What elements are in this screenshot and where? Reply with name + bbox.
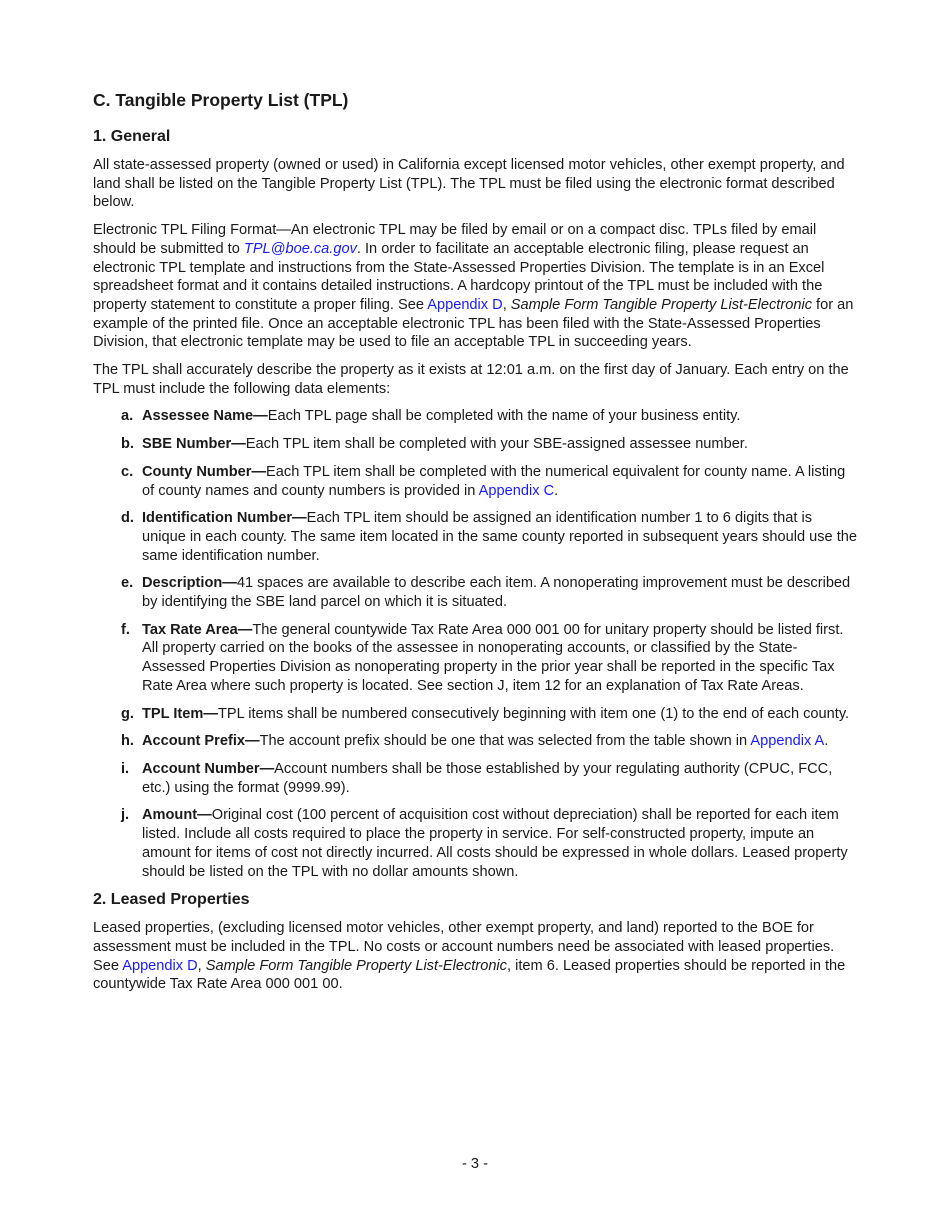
document-page bbox=[93, 89, 859, 1003]
paragraph-text: for an example of the printed file. Once an acceptable electronic TPL has been filed with the State-Assessed Properties Division, that electronic template may be used to file an acceptable TPL in succeeding years. bbox=[93, 296, 854, 351]
list-item: f. Tax Rate Area—The general countywide Tax Rate Area 000 001 00 for unitary property should be listed first. All property carried on the books of the assessee in nonoperating accounts, or classified by the State-Assessed Properties Division as nonoperating property in the prior year shall be reported in the specific Tax Rate Area where such property is located. See section J, item 12 for an explanation of Tax Rate Areas. bbox=[121, 621, 844, 694]
item-text: Account numbers shall be those established by your regulating authority (CPUC, FCC, etc.) using the format (9999.99). bbox=[142, 760, 833, 796]
list-item: d. Identification Number—Each TPL item should be assigned an identification number 1 to 6 digits that is unique in each county. The same item located in the same county reported in subsequent years should use the same identification number. bbox=[121, 510, 857, 564]
item-text: Original cost (100 percent of acquisition cost without depreciation) shall be reported for each item listed. Include all costs required to place the property in service. For self-constructed property, impute an amount for items of cost not directly incurred. All costs should be expressed in whole dollars. Leased property should be listed on the TPL with no dollar amounts shown. bbox=[142, 807, 848, 880]
general-paragraph-3: The TPL shall accurately describe the property as it exists at 12:01 a.m. on the first day of January. Each entry on the TPL must include the following data elements: bbox=[93, 362, 849, 397]
leased-heading: 2. Leased Properties bbox=[93, 891, 250, 909]
paragraph-text: , bbox=[197, 957, 206, 974]
appendix-d-link[interactable]: Appendix D bbox=[427, 296, 503, 313]
item-text: Each TPL item should be assigned an identification number 1 to 6 digits that is unique in each county. The same item located in the same county reported in subsequent years should use the same identification number. bbox=[142, 510, 857, 564]
list-item: a. Assessee Name—Each TPL page shall be completed with the name of your business entity. bbox=[121, 408, 741, 425]
list-item: i. Account Number—Account numbers shall be those established by your regulating authority (CPUC, FCC, etc.) using the format (9999.99). bbox=[121, 760, 833, 796]
item-term: Assessee Name— bbox=[142, 408, 268, 425]
item-text: 41 spaces are available to describe each item. A nonoperating improvement must be described by identifying the SBE land parcel on which it is situated. bbox=[142, 575, 851, 611]
item-text: Each TPL item shall be completed with the numerical equivalent for county name. A listing of county names and county numbers is provided in bbox=[142, 463, 846, 499]
item-text: The account prefix should be one that was selected from the table shown in bbox=[259, 733, 751, 750]
appendix-c-link[interactable]: Appendix C bbox=[478, 482, 555, 499]
paragraph-text: . In order to facilitate an acceptable electronic filing, please request an electronic TPL template and instructions from the State-Assessed Properties Division. The template is in an Excel spreadsheet format and it contains detailed instructions. A hardcopy printout of the TPL must be included with the property statement to constitute a proper filing. See bbox=[93, 240, 825, 313]
data-elements-list bbox=[93, 407, 859, 881]
item-term: Amount— bbox=[142, 807, 212, 824]
form-title: Sample Form Tangible Property List-Electronic bbox=[205, 957, 507, 974]
general-heading: 1. General bbox=[93, 128, 171, 145]
list-item: j. Amount—Original cost (100 percent of acquisition cost without depreciation) shall be reported for each item listed. Include all costs required to place the property in service. For self-constructed property, impute an amount for items of cost not directly incurred. All costs should be expressed in whole dollars. Leased property should be listed on the TPL with no dollar amounts shown. bbox=[121, 807, 848, 880]
leased-paragraph bbox=[93, 919, 859, 994]
list-item: g. TPL Item—TPL items shall be numbered consecutively beginning with item one (1) to the end of each county. bbox=[121, 705, 850, 722]
item-term: Description— bbox=[142, 575, 237, 592]
paragraph-text: , item 6. Leased properties should be reported in the countywide Tax Rate Area 000 001 00. bbox=[93, 957, 846, 993]
appendix-a-link[interactable]: Appendix A bbox=[750, 733, 825, 750]
email-link[interactable]: TPL@boe.ca.gov bbox=[243, 240, 357, 257]
list-item: c. County Number—Each TPL item shall be completed with the numerical equivalent for county name. A listing of county names and county numbers is provided in Appendix C. bbox=[121, 463, 846, 499]
section-title: C. Tangible Property List (TPL) bbox=[93, 90, 349, 110]
item-text: Each TPL page shall be completed with the name of your business entity. bbox=[267, 408, 741, 425]
list-item: e. Description—41 spaces are available to describe each item. A nonoperating improvement must be described by identifying the SBE land parcel on which it is situated. bbox=[121, 575, 851, 611]
paragraph-text: Leased properties, (excluding licensed motor vehicles, other exempt property, and land) reported to the BOE for assessment must be included in the TPL. No costs or account numbers need be associated with leased properties. See bbox=[93, 920, 835, 974]
item-term: Tax Rate Area— bbox=[142, 621, 253, 638]
paragraph-text: , bbox=[502, 296, 511, 313]
paragraph-text: Electronic TPL Filing Format—An electronic TPL may be filed by email or on a compact disc. TPLs filed by email should be submitted to bbox=[93, 222, 817, 257]
item-term: Account Number— bbox=[142, 760, 275, 777]
appendix-d-link[interactable]: Appendix D bbox=[122, 957, 198, 974]
general-paragraph-2 bbox=[93, 221, 859, 352]
item-term: Account Prefix— bbox=[142, 733, 260, 750]
general-paragraph-1: All state-assessed property (owned or used) in California except licensed motor vehicles, other exempt property, and land shall be listed on the Tangible Property List (TPL). The TPL must be filed using the electronic format described below. bbox=[93, 157, 845, 211]
list-item: h. Account Prefix—The account prefix should be one that was selected from the table shown in Appendix A. bbox=[121, 733, 829, 750]
item-text: The general countywide Tax Rate Area 000 001 00 for unitary property should be listed first. All property carried on the books of the assessee in nonoperating accounts, or classified by the State-Assessed Properties Division as nonoperating property in the prior year shall be reported in the specific Tax Rate Area where such property is located. See section J, item 12 for an explanation of Tax Rate Areas. bbox=[142, 621, 844, 694]
item-text: Each TPL item shall be completed with your SBE-assigned assessee number. bbox=[245, 436, 748, 453]
item-term: County Number— bbox=[142, 463, 267, 480]
item-term: TPL Item— bbox=[142, 705, 218, 722]
form-title: Sample Form Tangible Property List-Electronic bbox=[510, 296, 812, 313]
item-term: SBE Number— bbox=[142, 436, 246, 453]
item-text: TPL items shall be numbered consecutively beginning with item one (1) to the end of each county. bbox=[217, 705, 850, 722]
list-item: b. SBE Number—Each TPL item shall be completed with your SBE-assigned assessee number. bbox=[121, 436, 748, 453]
item-term: Identification Number— bbox=[142, 510, 307, 527]
page-number: - 3 - bbox=[462, 1156, 488, 1172]
